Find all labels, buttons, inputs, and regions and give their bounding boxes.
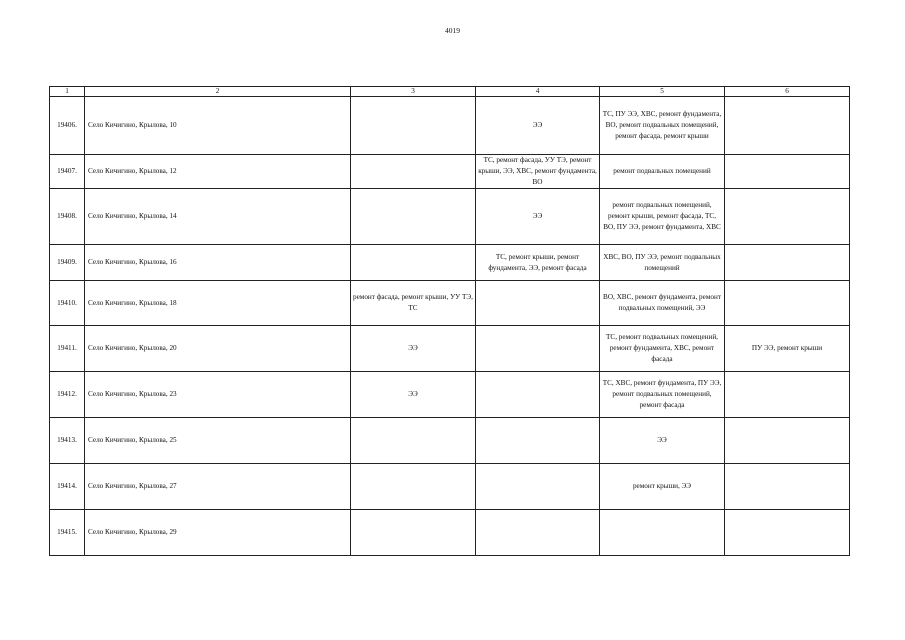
row-col6 [725, 97, 850, 155]
row-col4 [476, 372, 600, 418]
table-row [50, 418, 850, 464]
table-row [50, 281, 850, 326]
row-col5: ремонт крыши, ЭЭ [600, 464, 725, 510]
row-address: Село Кичигино, Крылова, 23 [85, 372, 351, 418]
row-address: Село Кичигино, Крылова, 10 [85, 97, 351, 155]
table-row [50, 245, 850, 281]
row-col6 [725, 510, 850, 556]
row-address: Село Кичигино, Крылова, 20 [85, 326, 351, 372]
row-col5: ТС, ПУ ЭЭ, ХВС, ремонт фундамента, ВО, ремонт подвальных помещений, ремонт фасада, ремонт крыши [600, 97, 725, 155]
row-col5: ЭЭ [600, 418, 725, 464]
row-col4: ТС, ремонт крыши, ремонт фундамента, ЭЭ, ремонт фасада [476, 245, 600, 281]
row-address: Село Кичигино, Крылова, 27 [85, 464, 351, 510]
row-col5: ТС, ремонт подвальных помещений, ремонт фундамента, ХВС, ремонт фасада [600, 326, 725, 372]
row-number: 19409. [50, 245, 85, 281]
row-col5: ХВС, ВО, ПУ ЭЭ, ремонт подвальных помещений [600, 245, 725, 281]
row-col5 [600, 510, 725, 556]
row-number: 19407. [50, 155, 85, 189]
row-col5: ремонт подвальных помещений [600, 155, 725, 189]
table-row [50, 97, 850, 155]
row-col3 [351, 97, 476, 155]
table-row [50, 510, 850, 556]
header-cell: 1 [50, 87, 85, 97]
table-row [50, 464, 850, 510]
table-row [50, 326, 850, 372]
row-address: Село Кичигино, Крылова, 14 [85, 189, 351, 245]
row-address: Село Кичигино, Крылова, 18 [85, 281, 351, 326]
row-address: Село Кичигино, Крылова, 12 [85, 155, 351, 189]
row-number: 19413. [50, 418, 85, 464]
row-col3 [351, 510, 476, 556]
work-schedule-table [49, 86, 850, 556]
row-col4 [476, 281, 600, 326]
row-col3 [351, 245, 476, 281]
row-address: Село Кичигино, Крылова, 16 [85, 245, 351, 281]
row-col6 [725, 464, 850, 510]
row-col6 [725, 189, 850, 245]
row-col6 [725, 418, 850, 464]
table-row [50, 155, 850, 189]
row-col3: ЭЭ [351, 372, 476, 418]
row-col3: ЭЭ [351, 326, 476, 372]
row-number: 19410. [50, 281, 85, 326]
row-col4: ЭЭ [476, 189, 600, 245]
row-col4: ЭЭ [476, 97, 600, 155]
row-col5: ВО, ХВС, ремонт фундамента, ремонт подвальных помещений, ЭЭ [600, 281, 725, 326]
row-col3: ремонт фасада, ремонт крыши, УУ ТЭ, ТС [351, 281, 476, 326]
row-address: Село Кичигино, Крылова, 29 [85, 510, 351, 556]
header-cell: 3 [351, 87, 476, 97]
row-col5: ТС, ХВС, ремонт фундамента, ПУ ЭЭ, ремонт подвальных помещений, ремонт фасада [600, 372, 725, 418]
row-col6 [725, 155, 850, 189]
row-col4: ТС, ремонт фасада, УУ ТЭ, ремонт крыши, ЭЭ, ХВС, ремонт фундамента, ВО [476, 155, 600, 189]
row-number: 19412. [50, 372, 85, 418]
header-cell: 6 [725, 87, 850, 97]
row-col6: ПУ ЭЭ, ремонт крыши [725, 326, 850, 372]
row-col5: ремонт подвальных помещений, ремонт крыши, ремонт фасада, ТС, ВО, ПУ ЭЭ, ремонт фундамента, ХВС [600, 189, 725, 245]
row-col3 [351, 155, 476, 189]
row-col6 [725, 245, 850, 281]
table-row [50, 189, 850, 245]
row-col4 [476, 464, 600, 510]
row-col6 [725, 281, 850, 326]
row-col3 [351, 189, 476, 245]
row-col3 [351, 464, 476, 510]
row-number: 19408. [50, 189, 85, 245]
table-row [50, 372, 850, 418]
row-number: 19406. [50, 97, 85, 155]
page-number: 4019 [445, 26, 460, 35]
row-col3 [351, 418, 476, 464]
row-number: 19415. [50, 510, 85, 556]
row-number: 19411. [50, 326, 85, 372]
row-col4 [476, 326, 600, 372]
header-cell: 2 [85, 87, 351, 97]
row-col6 [725, 372, 850, 418]
row-address: Село Кичигино, Крылова, 25 [85, 418, 351, 464]
row-col4 [476, 418, 600, 464]
row-col4 [476, 510, 600, 556]
header-row [50, 87, 850, 97]
header-cell: 5 [600, 87, 725, 97]
header-cell: 4 [476, 87, 600, 97]
row-number: 19414. [50, 464, 85, 510]
